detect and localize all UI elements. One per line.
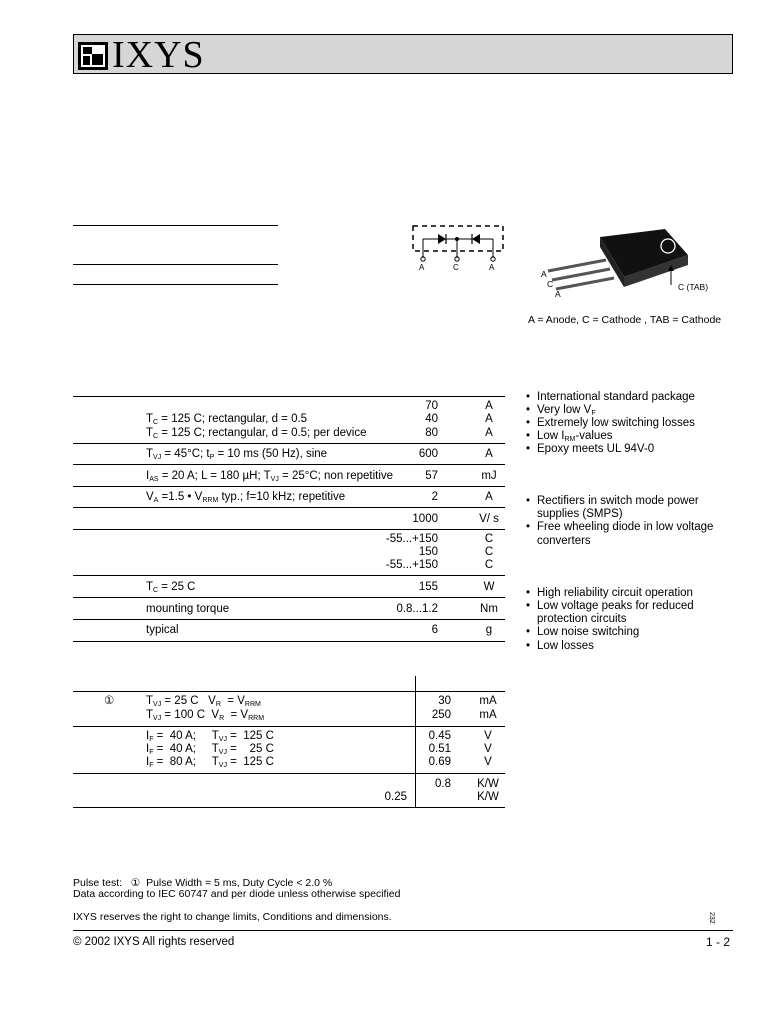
side-code: 232 [708,912,715,924]
rating-condition: typical [146,624,179,636]
ir-unit: mA [479,709,497,721]
rating-value: 1000 [412,513,438,525]
rating-unit: C [484,533,494,545]
vf-condition: $I_F = 80$ A; $T_{VJ} = 125$ C [146,756,274,769]
char-bottom-line [73,807,505,808]
vf-unit: V [484,756,492,768]
rating-condition: $V_A =1.5$ • $V_{RRM}$ typ.; f=10 kHz; repetitive [146,491,346,504]
vf-condition: $I_F = 40$ A; $T_{VJ} = 125$ C [146,730,274,743]
package-tab-label: C (TAB) [678,282,709,292]
package-pin-a1: A [541,269,547,279]
feature-item: • Very low $V_F$ [526,404,596,417]
rating-value: 2 [431,491,438,503]
advantage-item: protection circuits [537,613,627,625]
rating-value: -55...+150 [385,533,438,545]
char-top-line [73,691,505,692]
vf-unit: V [484,743,492,755]
ir-condition: $T_{VJ} = 100$ C $V_R = V_{RRM}$ [146,709,265,722]
rating-value: 150 [418,546,438,558]
copyright: © 2002 IXYS All rights reserved [73,936,235,948]
rating-condition: $T_C = 125$ C; rectangular, d = 0.5 [146,413,308,426]
ratings-divider [73,464,505,465]
char-divider [73,773,505,774]
ir-condition: $T_{VJ} = 25$ C $V_R = V_{RRM}$ [146,695,261,708]
rating-value: 70 [425,400,438,412]
rating-condition: $T_C = 125$ C; rectangular, d = 0.5; per device [146,427,367,440]
pulse-test-note: Pulse test: ① Pulse Width = 5 ms, Duty Cycle < 2.0 % [73,877,333,889]
ir-value: 30 [438,695,451,707]
ir-unit: mA [479,695,497,707]
rating-condition: mounting torque [146,603,230,615]
logo-text: IXYS [112,34,205,76]
rating-condition: $T_{VJ} = 45^\circ C$; $t_P = 10$ ms (50 Hz), sine [146,448,328,461]
rth-unit: K/W [477,778,499,790]
rating-condition: $I_{AS} = 20$ A; L = 180 µH; $T_{VJ} = 25^\circ C$; non repetitive [146,470,394,483]
feature-item: • Low $I_{RM}$-values [526,430,613,443]
title-divider-1 [73,225,278,226]
ir-value: 250 [431,709,451,721]
vf-condition: $I_F = 40$ A; $T_{VJ}$ = 25 C [146,743,274,756]
diagram-pin-a1: A [419,263,425,272]
package-drawing [540,225,700,300]
rth-value: 0.25 [384,791,407,803]
rating-unit: C [484,559,494,571]
ixys-logo-icon [78,42,108,70]
page-number: 1 - 2 [706,935,731,949]
rating-unit: C [484,546,494,558]
ratings-divider [73,507,505,508]
rating-unit: A [485,448,493,460]
vf-value: 0.45 [428,730,451,742]
ratings-top-line [73,396,505,397]
rating-value: 155 [418,581,438,593]
note-symbol: ① [104,695,115,707]
feature-item: • International standard package [526,391,695,403]
rth-value: 0.8 [435,778,451,790]
advantage-item: • Low voltage peaks for reduced [526,600,694,612]
rth-unit: K/W [477,791,499,803]
ratings-divider [73,597,505,598]
feature-item: • Epoxy meets UL 94V-0 [526,443,655,455]
advantage-item: • Low losses [526,640,594,652]
ratings-bottom-line [73,641,505,642]
rating-value: 40 [425,413,438,425]
application-item: converters [537,535,591,547]
rating-value: 80 [425,427,438,439]
title-divider-2 [73,264,278,265]
application-item: supplies (SMPS) [537,508,623,520]
ratings-divider [73,486,505,487]
data-note: Data according to IEC 60747 and per diode unless otherwise specified [73,888,401,900]
ratings-divider [73,619,505,620]
rating-unit: V/ s [479,513,499,525]
package-pin-c: C [547,279,554,289]
application-item: • Free wheeling diode in low voltage [526,521,714,533]
feature-item: • Extremely low switching losses [526,417,695,429]
rating-value: 57 [425,470,438,482]
vf-value: 0.69 [428,756,451,768]
package-pin-a2: A [555,289,561,299]
application-item: • Rectifiers in switch mode power [526,495,699,507]
vf-value: 0.51 [428,743,451,755]
char-divider [73,726,505,727]
package-legend: A = Anode, C = Cathode , TAB = Cathode [528,314,722,326]
reserve-note: IXYS reserves the right to change limits, Conditions and dimensions. [73,911,392,923]
rating-condition: $T_C = 25$ C [146,581,196,594]
rating-unit: A [485,491,493,503]
rating-unit: W [483,581,495,593]
rating-unit: Nm [480,603,498,615]
char-column-divider [415,676,416,808]
rating-value: 600 [418,448,438,460]
diagram-pin-a2: A [489,263,495,272]
diagram-pin-c: C [453,263,459,272]
ratings-divider [73,575,505,576]
vf-unit: V [484,730,492,742]
rating-unit: mJ [481,470,497,482]
rating-unit: A [485,400,493,412]
ratings-divider [73,443,505,444]
footer-line [73,930,733,931]
rating-unit: g [485,624,493,636]
ratings-divider [73,529,505,530]
advantage-item: • High reliability circuit operation [526,587,693,599]
title-divider-3 [73,284,278,285]
rating-value: 0.8...1.2 [396,603,438,615]
rating-unit: A [485,413,493,425]
rating-value: 6 [431,624,438,636]
rating-unit: A [485,427,493,439]
rating-value: -55...+150 [385,559,438,571]
advantage-item: • Low noise switching [526,626,640,638]
